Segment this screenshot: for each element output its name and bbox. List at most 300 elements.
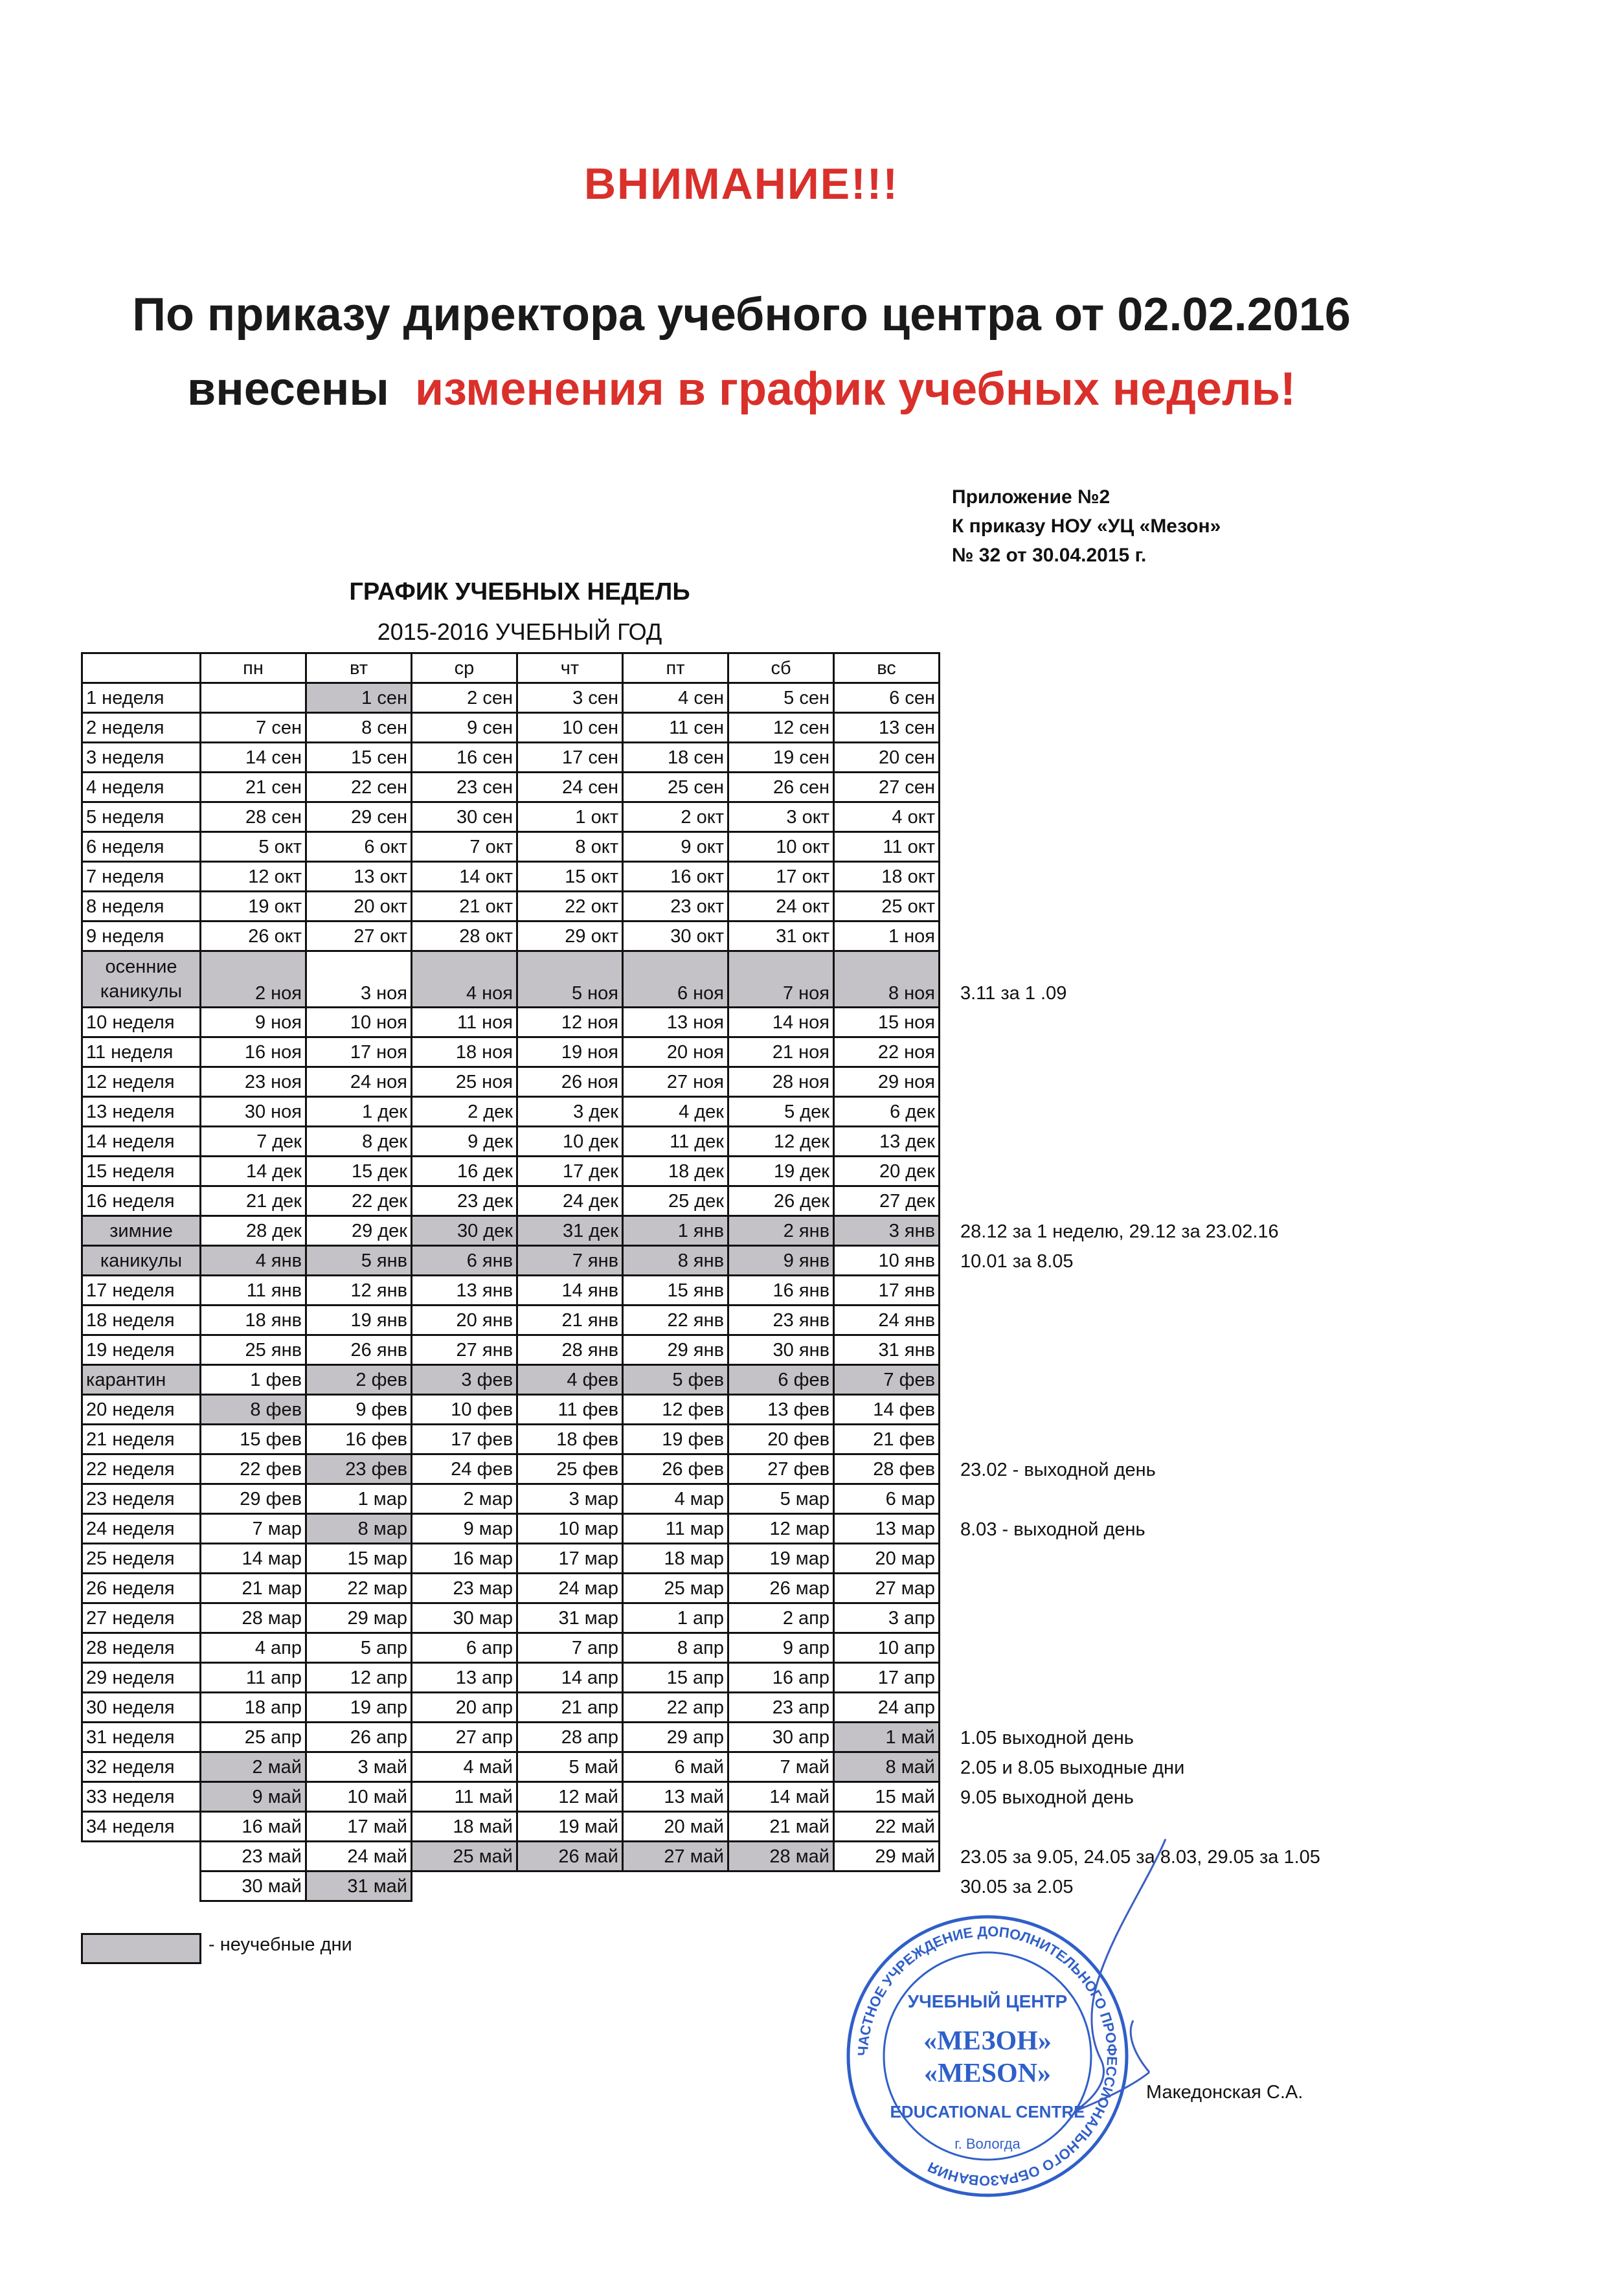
day-cell: 22 окт [517,892,623,922]
day-cell: 21 мар [201,1574,306,1603]
day-cell: 28 мар [201,1603,306,1633]
day-cell: 3 апр [834,1603,940,1633]
day-cell: 22 май [834,1812,940,1842]
week-label: 26 неделя [82,1574,201,1603]
week-label: 33 неделя [82,1782,201,1812]
day-cell: 15 фев [201,1425,306,1454]
day-cell: 23 ноя [201,1067,306,1097]
schedule-header-row [82,653,940,683]
day-cell: 11 май [412,1782,517,1812]
day-cell: 24 ноя [306,1067,412,1097]
appendix-block [952,482,1221,570]
week-label: 6 неделя [82,832,201,862]
day-cell: 27 апр [412,1723,517,1752]
day-cell: 5 дек [728,1097,834,1127]
appendix-order: К приказу НОУ «УЦ «Мезон» [952,515,1221,537]
day-cell: 3 мар [517,1484,623,1514]
day-cell: 18 сен [623,743,728,773]
day-cell: 4 мар [623,1484,728,1514]
stamp-city: г. Вологда [954,2136,1021,2152]
day-cell: 25 окт [834,892,940,922]
day-cell: 23 апр [728,1693,834,1723]
day-cell: 9 фев [306,1395,412,1425]
day-cell: 12 дек [728,1127,834,1157]
day-cell: 13 мар [834,1514,940,1544]
day-cell: 10 фев [412,1395,517,1425]
day-cell: 8 окт [517,832,623,862]
day-cell: 20 ноя [623,1037,728,1067]
day-cell: 3 май [306,1752,412,1782]
day-cell: 8 май [834,1752,940,1782]
day-cell: 6 ноя [623,951,728,1008]
week-row [82,1454,940,1484]
day-cell: 28 сен [201,802,306,832]
week-row [82,1097,940,1127]
day-cell: 5 апр [306,1633,412,1663]
day-cell: 19 мар [728,1544,834,1574]
day-cell: 27 фев [728,1454,834,1484]
week-row [82,1186,940,1216]
day-cell: 8 ноя [834,951,940,1008]
day-cell: 26 сен [728,773,834,802]
schedule-body [82,653,940,1901]
day-cell: 1 май [834,1723,940,1752]
day-cell: 26 ноя [517,1067,623,1097]
day-cell: 29 апр [623,1723,728,1752]
week-row [82,1693,940,1723]
week-row [82,1752,940,1782]
day-cell: 5 янв [306,1246,412,1276]
day-cell: 19 янв [306,1306,412,1335]
week-row [82,1842,940,1871]
week-label: 28 неделя [82,1633,201,1663]
day-cell: 30 окт [623,922,728,951]
day-cell: 24 сен [517,773,623,802]
week-label: 1 неделя [82,683,201,713]
day-cell: 24 май [306,1842,412,1871]
day-cell: 6 мар [834,1484,940,1514]
day-cell: 30 янв [728,1335,834,1365]
legend-text: - неучебные дни [209,1934,352,1955]
week-row [82,1544,940,1574]
day-cell: 6 май [623,1752,728,1782]
day-header: сб [728,653,834,683]
day-cell: 7 янв [517,1246,623,1276]
day-cell: 7 май [728,1752,834,1782]
day-cell: 5 фев [623,1365,728,1395]
week-row [82,951,940,1008]
day-cell: 25 дек [623,1186,728,1216]
day-cell: 9 май [201,1782,306,1812]
week-label [82,1842,201,1871]
day-cell: 12 мар [728,1514,834,1544]
day-cell: 9 дек [412,1127,517,1157]
day-cell: 27 ноя [623,1067,728,1097]
day-cell: 3 дек [517,1097,623,1127]
day-cell: 8 сен [306,713,412,743]
day-cell: 26 мар [728,1574,834,1603]
day-cell: 11 янв [201,1276,306,1306]
day-cell: 19 фев [623,1425,728,1454]
week-row [82,1037,940,1067]
row-note: 8.03 - выходной день [960,1519,1145,1540]
day-cell: 14 дек [201,1157,306,1186]
day-cell: 1 ноя [834,922,940,951]
day-cell: 27 сен [834,773,940,802]
day-header: вс [834,653,940,683]
day-cell: 10 апр [834,1633,940,1663]
day-cell: 11 фев [517,1395,623,1425]
day-cell: 26 окт [201,922,306,951]
week-label: карантин [82,1365,201,1395]
week-label: 2 неделя [82,713,201,743]
row-note: 10.01 за 8.05 [960,1250,1074,1272]
day-cell: 30 мар [412,1603,517,1633]
day-cell: 9 янв [728,1246,834,1276]
week-row [82,1871,940,1901]
empty-cell [517,1871,623,1901]
week-label: 16 неделя [82,1186,201,1216]
week-row [82,1812,940,1842]
order-notice-line2 [0,363,1483,416]
week-label: 14 неделя [82,1127,201,1157]
attention-heading: ВНИМАНИЕ!!! [583,159,899,209]
day-cell: 31 янв [834,1335,940,1365]
day-cell: 13 янв [412,1276,517,1306]
day-cell: 8 янв [623,1246,728,1276]
week-row [82,1276,940,1306]
week-row [82,1306,940,1335]
week-label: 12 неделя [82,1067,201,1097]
day-cell: 4 окт [834,802,940,832]
day-cell: 21 ноя [728,1037,834,1067]
day-header: пт [623,653,728,683]
day-cell: 21 окт [412,892,517,922]
day-cell: 7 сен [201,713,306,743]
day-cell: 12 фев [623,1395,728,1425]
day-cell: 16 мар [412,1544,517,1574]
day-cell: 22 мар [306,1574,412,1603]
day-cell: 22 ноя [834,1037,940,1067]
day-cell: 20 янв [412,1306,517,1335]
day-cell: 1 дек [306,1097,412,1127]
day-cell: 1 окт [517,802,623,832]
day-cell: 7 окт [412,832,517,862]
day-cell: 26 фев [623,1454,728,1484]
day-cell: 2 май [201,1752,306,1782]
week-label: 24 неделя [82,1514,201,1544]
week-label: зимние [82,1216,201,1246]
day-cell: 20 мар [834,1544,940,1574]
day-cell: 6 янв [412,1246,517,1276]
week-label: 25 неделя [82,1544,201,1574]
day-cell: 29 окт [517,922,623,951]
week-label: 4 неделя [82,773,201,802]
day-cell: 14 янв [517,1276,623,1306]
day-cell: 29 дек [306,1216,412,1246]
day-cell: 8 дек [306,1127,412,1157]
week-row [82,1395,940,1425]
day-cell: 2 дек [412,1097,517,1127]
day-cell: 7 апр [517,1633,623,1663]
day-cell: 10 сен [517,713,623,743]
day-cell: 31 май [306,1871,412,1901]
day-cell: 24 мар [517,1574,623,1603]
week-row [82,1365,940,1395]
day-cell: 17 дек [517,1157,623,1186]
day-cell: 8 апр [623,1633,728,1663]
day-cell: 6 окт [306,832,412,862]
row-note: 23.02 - выходной день [960,1459,1156,1480]
day-cell: 31 окт [728,922,834,951]
day-cell: 16 ноя [201,1037,306,1067]
day-cell: 28 ноя [728,1067,834,1097]
day-cell: 22 дек [306,1186,412,1216]
day-cell: 23 янв [728,1306,834,1335]
day-cell: 3 ноя [306,951,412,1008]
day-cell: 21 сен [201,773,306,802]
row-note: 3.11 за 1 .09 [960,982,1067,1004]
day-cell: 15 янв [623,1276,728,1306]
day-cell: 2 апр [728,1603,834,1633]
day-cell: 20 сен [834,743,940,773]
empty-cell [623,1871,728,1901]
week-label: 8 неделя [82,892,201,922]
day-header: ср [412,653,517,683]
day-cell: 13 сен [834,713,940,743]
day-cell: 25 май [412,1842,517,1871]
week-label: 21 неделя [82,1425,201,1454]
row-note: 28.12 за 1 неделю, 29.12 за 23.02.16 [960,1221,1279,1242]
week-row [82,1782,940,1812]
day-cell: 16 май [201,1812,306,1842]
day-cell: 12 сен [728,713,834,743]
day-cell: 24 янв [834,1306,940,1335]
week-row [82,1663,940,1693]
day-cell: 2 фев [306,1365,412,1395]
day-cell: 7 фев [834,1365,940,1395]
day-cell: 12 май [517,1782,623,1812]
day-cell: 24 дек [517,1186,623,1216]
week-row [82,892,940,922]
week-row [82,1633,940,1663]
day-cell: 5 ноя [517,951,623,1008]
week-label: 31 неделя [82,1723,201,1752]
day-cell: 11 мар [623,1514,728,1544]
day-cell: 9 ноя [201,1008,306,1037]
day-cell: 6 сен [834,683,940,713]
day-cell: 22 сен [306,773,412,802]
week-row [82,1216,940,1246]
day-cell: 3 сен [517,683,623,713]
day-cell: 18 фев [517,1425,623,1454]
day-cell: 17 окт [728,862,834,892]
empty-cell [412,1871,517,1901]
day-cell: 13 фев [728,1395,834,1425]
week-label: 7 неделя [82,862,201,892]
day-cell: 17 мар [517,1544,623,1574]
week-label [82,1871,201,1901]
week-label: 34 неделя [82,1812,201,1842]
day-cell: 13 ноя [623,1008,728,1037]
day-cell: 14 май [728,1782,834,1812]
day-cell: 19 апр [306,1693,412,1723]
header-corner [82,653,201,683]
week-label: каникулы [82,1246,201,1276]
day-cell: 30 апр [728,1723,834,1752]
day-cell: 4 ноя [412,951,517,1008]
stamp-center-line: УЧЕБНЫЙ ЦЕНТР [907,1991,1068,2011]
day-cell: 16 фев [306,1425,412,1454]
day-header: вт [306,653,412,683]
day-cell: 6 апр [412,1633,517,1663]
day-cell: 6 фев [728,1365,834,1395]
week-label: 27 неделя [82,1603,201,1633]
stamp-name-ru: «МЕЗОН» [923,2026,1052,2056]
day-cell: 17 ноя [306,1037,412,1067]
day-cell: 14 апр [517,1663,623,1693]
week-row [82,773,940,802]
week-row [82,1157,940,1186]
day-cell: 3 окт [728,802,834,832]
day-cell: 10 дек [517,1127,623,1157]
day-cell: 12 ноя [517,1008,623,1037]
day-cell: 3 янв [834,1216,940,1246]
day-cell: 29 май [834,1842,940,1871]
week-row [82,1574,940,1603]
day-cell: 8 мар [306,1514,412,1544]
day-cell: 20 окт [306,892,412,922]
week-row [82,1008,940,1037]
day-cell: 16 окт [623,862,728,892]
day-cell: 28 фев [834,1454,940,1484]
day-cell: 7 мар [201,1514,306,1544]
legend-swatch [81,1933,201,1964]
day-cell: 30 сен [412,802,517,832]
day-cell: 30 дек [412,1216,517,1246]
day-cell: 31 мар [517,1603,623,1633]
week-label: 3 неделя [82,743,201,773]
day-cell: 23 сен [412,773,517,802]
week-row [82,862,940,892]
week-row [82,1723,940,1752]
day-cell: 26 янв [306,1335,412,1365]
day-cell: 20 фев [728,1425,834,1454]
week-label: 10 неделя [82,1008,201,1037]
appendix-order-date: № 32 от 30.04.2015 г. [952,545,1147,566]
day-cell: 10 ноя [306,1008,412,1037]
day-cell: 1 сен [306,683,412,713]
week-row [82,1484,940,1514]
day-cell: 19 окт [201,892,306,922]
day-cell: 13 май [623,1782,728,1812]
day-cell: 13 окт [306,862,412,892]
day-cell: 4 янв [201,1246,306,1276]
day-cell: 9 мар [412,1514,517,1544]
day-cell: 21 апр [517,1693,623,1723]
day-cell: 25 сен [623,773,728,802]
day-cell: 15 май [834,1782,940,1812]
day-cell: 7 ноя [728,951,834,1008]
day-cell: 27 май [623,1842,728,1871]
day-cell: 5 май [517,1752,623,1782]
week-row [82,1067,940,1097]
stamp-name-en: «MESON» [923,2059,1052,2088]
stamp-ring-text: ЧАСТНОЕ УЧРЕЖДЕНИЕ ДОПОЛНИТЕЛЬНОГО ПРОФЕССИОНАЛЬНОГО ОБРАЗОВАНИЯ [854,1923,1121,2189]
day-cell: 24 окт [728,892,834,922]
week-label: 19 неделя [82,1335,201,1365]
day-cell: 20 май [623,1812,728,1842]
day-cell: 24 апр [834,1693,940,1723]
day-cell: 15 сен [306,743,412,773]
day-cell: 4 сен [623,683,728,713]
row-note: 1.05 выходной день [960,1727,1134,1748]
day-cell: 15 дек [306,1157,412,1186]
day-cell: 25 фев [517,1454,623,1484]
week-row [82,832,940,862]
day-cell: 11 ноя [412,1008,517,1037]
day-cell: 4 май [412,1752,517,1782]
row-note: 9.05 выходной день [960,1787,1134,1808]
week-label: 32 неделя [82,1752,201,1782]
day-cell: 15 апр [623,1663,728,1693]
week-row [82,713,940,743]
week-row [82,743,940,773]
week-label: 22 неделя [82,1454,201,1484]
day-cell: 29 сен [306,802,412,832]
week-label: 18 неделя [82,1306,201,1335]
day-cell: 14 мар [201,1544,306,1574]
week-label: 11 неделя [82,1037,201,1067]
day-cell: 7 дек [201,1127,306,1157]
schedule-table [81,652,940,1902]
day-cell: 16 янв [728,1276,834,1306]
day-cell: 23 фев [306,1454,412,1484]
day-cell: 28 май [728,1842,834,1871]
day-cell: 28 дек [201,1216,306,1246]
day-cell: 25 апр [201,1723,306,1752]
day-cell: 2 ноя [201,951,306,1008]
day-cell: 8 фев [201,1395,306,1425]
day-cell: 30 май [201,1871,306,1901]
schedule-title: ГРАФИК УЧЕБНЫХ НЕДЕЛЬ [349,578,690,605]
day-cell: 1 апр [623,1603,728,1633]
week-row [82,1127,940,1157]
day-cell: 4 фев [517,1365,623,1395]
week-label: осенние каникулы [82,951,201,1008]
day-cell: 14 окт [412,862,517,892]
day-cell: 18 ноя [412,1037,517,1067]
week-label: 13 неделя [82,1097,201,1127]
day-cell: 2 окт [623,802,728,832]
day-cell: 12 янв [306,1276,412,1306]
day-cell: 28 окт [412,922,517,951]
day-cell: 28 апр [517,1723,623,1752]
day-cell: 14 сен [201,743,306,773]
day-cell: 5 сен [728,683,834,713]
day-cell: 15 мар [306,1544,412,1574]
day-cell: 20 дек [834,1157,940,1186]
day-cell: 15 ноя [834,1008,940,1037]
day-cell: 18 дек [623,1157,728,1186]
week-row [82,1335,940,1365]
day-cell: 22 фев [201,1454,306,1484]
schedule-subtitle: 2015-2016 УЧЕБНЫЙ ГОД [377,618,662,645]
day-cell: 19 сен [728,743,834,773]
day-cell: 9 сен [412,713,517,743]
day-cell: 27 дек [834,1186,940,1216]
week-row [82,1425,940,1454]
